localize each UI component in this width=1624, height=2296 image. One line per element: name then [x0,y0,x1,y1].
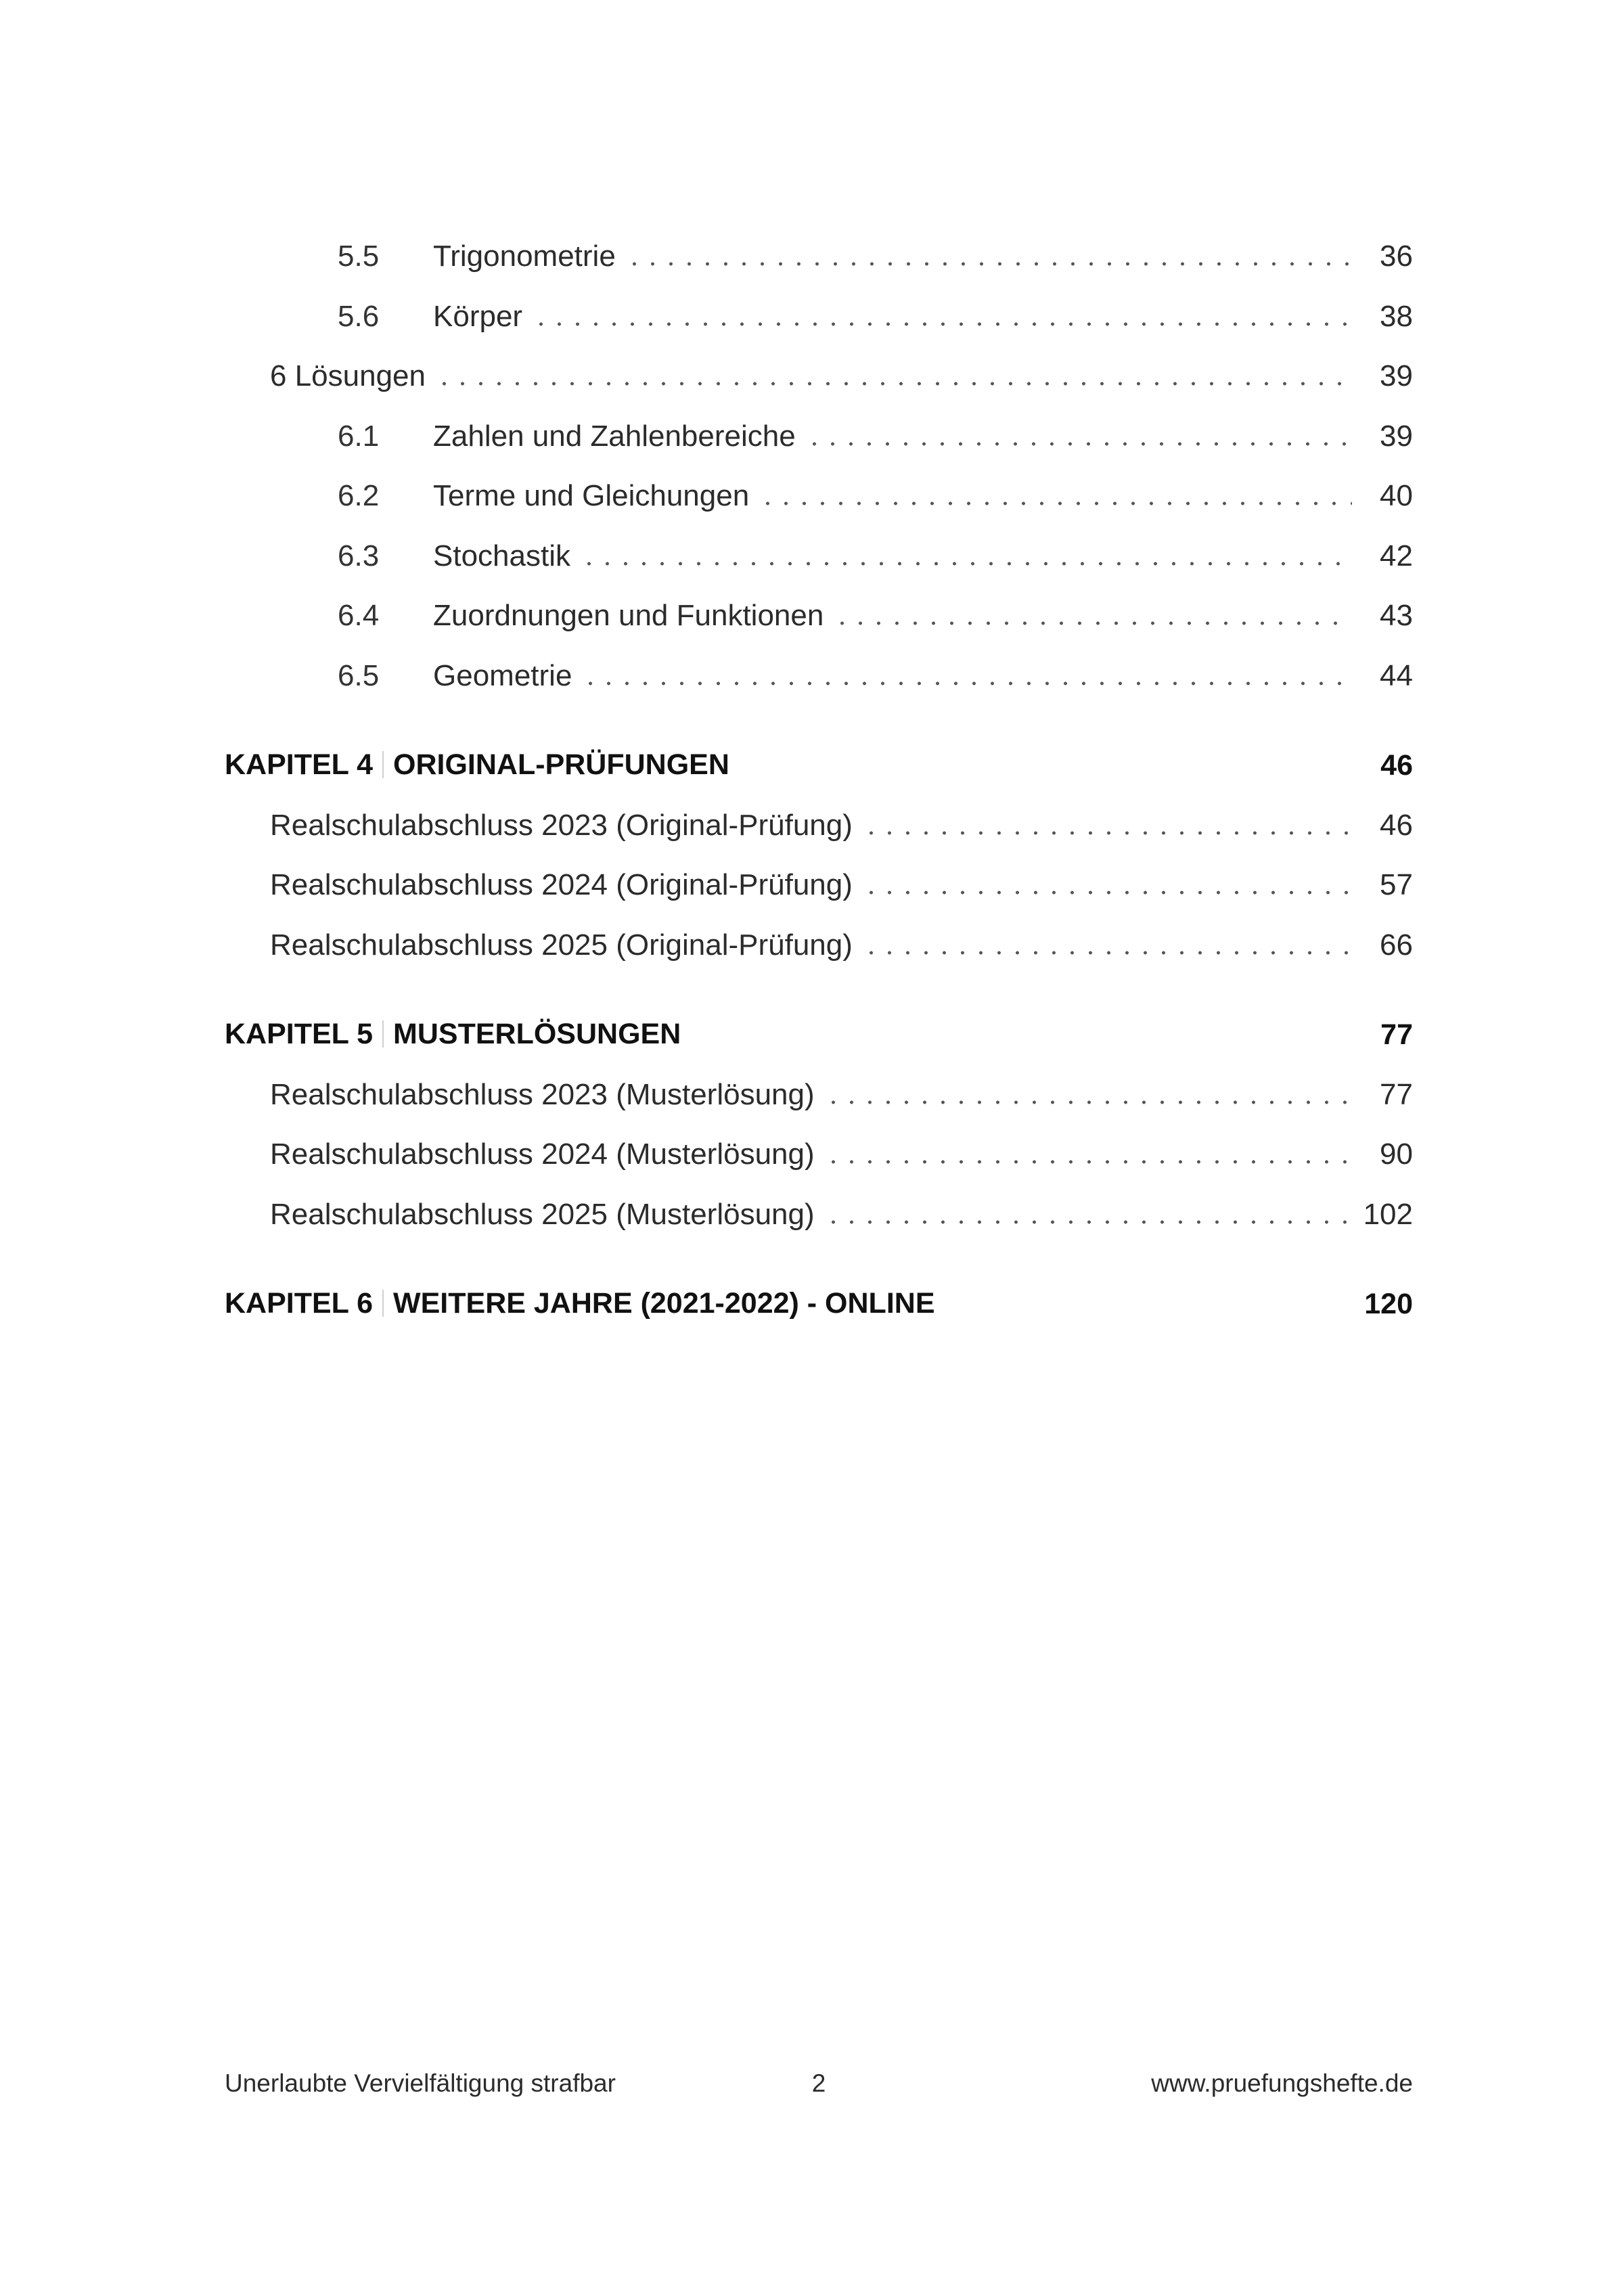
chapter-page: 120 [1364,1287,1413,1320]
dot-leader [532,302,1352,332]
dot-leader [759,481,1352,511]
dot-leader [625,242,1352,271]
dot-leader [824,1080,1352,1110]
toc-entry-5-6[interactable] [225,287,1413,347]
toc-item-page: 102 [1363,1197,1413,1231]
toc-entry-title: Trigonometrie [433,240,616,273]
footer-page-number: 2 [811,2069,826,2097]
toc-entry-page: 43 [1380,599,1413,633]
dot-leader [833,601,1352,631]
toc-entry-6-1[interactable] [225,407,1413,467]
chapter-page: 46 [1380,748,1413,782]
toc-entry-number: 6.5 [338,658,380,692]
chapter-prefix: KAPITEL 5 [225,1018,374,1051]
toc-entry-6-2[interactable] [225,466,1413,526]
toc-entry-page: 42 [1380,539,1413,572]
toc-item-page: 66 [1380,928,1413,962]
chapter-prefix: KAPITEL 6 [225,1287,374,1320]
chapter-separator [382,1290,384,1317]
toc-item-original-2024[interactable] [225,855,1413,916]
toc-chapter-4[interactable] [225,736,1413,796]
toc-item-title: Realschulabschluss 2023 (Musterlösung) [270,1077,815,1111]
toc-entry-page: 40 [1380,479,1413,513]
toc-entry-number: 6.3 [338,539,380,572]
toc-item-original-2025[interactable] [225,916,1413,976]
chapter-title: WEITERE JAHRE (2021-2022) - ONLINE [393,1287,935,1320]
toc-entry-number: 6.4 [338,599,380,633]
toc-entry-6-5[interactable] [225,646,1413,706]
footer-copyright-notice: Unerlaubte Vervielfältigung strafbar [225,2069,616,2097]
dot-leader [862,930,1352,960]
dot-leader [824,1200,1352,1230]
dot-leader [580,541,1352,571]
dot-leader [805,422,1352,451]
page-footer [225,2069,1413,2103]
toc-entry-number: 6.1 [338,419,380,453]
chapter-separator [382,751,384,778]
toc-entry-number: 5.6 [338,299,380,333]
toc-item-original-2023[interactable] [225,796,1413,856]
chapter-title: ORIGINAL-PRÜFUNGEN [393,748,729,782]
chapter-heading [225,1289,935,1319]
toc-item-page: 90 [1380,1138,1413,1171]
chapter-title: MUSTERLÖSUNGEN [393,1018,681,1051]
toc-section-title: 6 Lösungen [270,359,426,393]
toc-entry-6-4[interactable] [225,586,1413,646]
toc-entry-title: Geometrie [433,658,572,692]
toc-item-title: Realschulabschluss 2024 (Musterlösung) [270,1138,815,1171]
toc-item-muster-2025[interactable] [225,1185,1413,1245]
chapter-separator [382,1020,384,1048]
toc-entry-title: Körper [433,299,523,333]
toc-item-page: 77 [1380,1077,1413,1111]
dot-leader [581,661,1352,691]
toc-entry-page: 36 [1380,240,1413,273]
toc-entry-6-3[interactable] [225,526,1413,587]
toc-entry-number: 5.5 [338,240,380,273]
dot-leader [435,361,1352,391]
toc-entry-page: 39 [1380,419,1413,453]
toc-item-muster-2024[interactable] [225,1125,1413,1185]
dot-leader [862,870,1352,900]
chapter-heading [225,1020,681,1050]
toc-item-page: 57 [1380,868,1413,902]
toc-section-page: 39 [1380,359,1413,393]
dot-leader [862,811,1352,840]
toc-item-title: Realschulabschluss 2025 (Musterlösung) [270,1197,815,1231]
chapter-heading [225,750,729,780]
toc-entry-title: Zuordnungen und Funktionen [433,599,824,633]
toc-entry-title: Stochastik [433,539,570,572]
toc-chapter-6[interactable] [225,1274,1413,1334]
chapter-page: 77 [1380,1018,1413,1051]
toc-entry-5-5[interactable] [225,227,1413,287]
table-of-contents [225,227,1413,1334]
dot-leader [824,1140,1352,1169]
toc-chapter-5[interactable] [225,1005,1413,1065]
toc-entry-page: 44 [1380,658,1413,692]
toc-item-title: Realschulabschluss 2023 (Original-Prüfung) [270,808,853,842]
footer-website-link[interactable]: www.pruefungshefte.de [1151,2069,1413,2097]
toc-item-muster-2023[interactable] [225,1065,1413,1125]
toc-entry-title: Terme und Gleichungen [433,479,750,513]
toc-entry-page: 38 [1380,299,1413,333]
toc-entry-number: 6.2 [338,479,380,513]
toc-item-page: 46 [1380,808,1413,842]
chapter-prefix: KAPITEL 4 [225,748,374,782]
toc-item-title: Realschulabschluss 2025 (Original-Prüfung) [270,928,853,962]
toc-item-title: Realschulabschluss 2024 (Original-Prüfung) [270,868,853,902]
toc-section-6[interactable] [225,346,1413,407]
toc-entry-title: Zahlen und Zahlenbereiche [433,419,796,453]
